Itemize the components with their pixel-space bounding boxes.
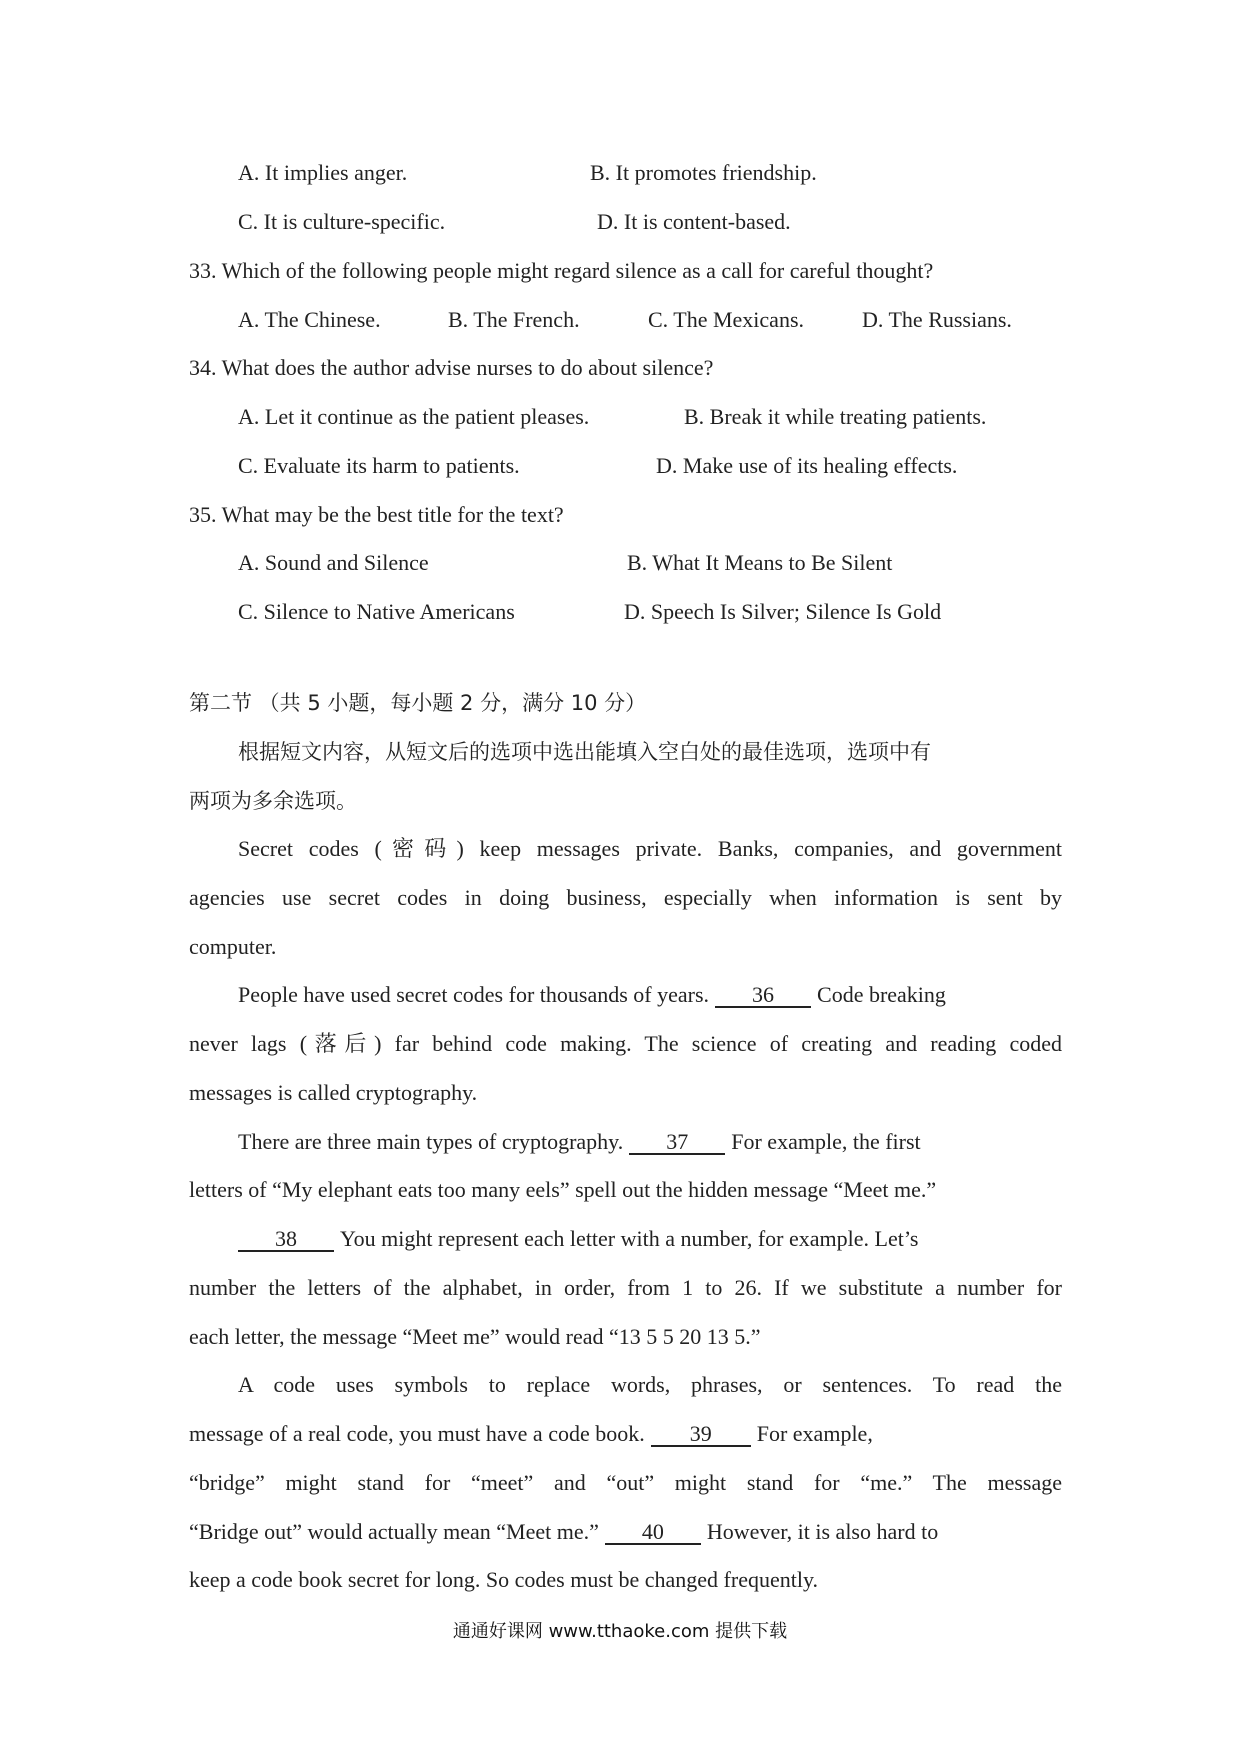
q35-option-b: B. What It Means to Be Silent	[627, 550, 893, 575]
passage-p1-line-1: Secret codes (密码) keep messages private. Banks, companies, and government	[238, 836, 1062, 861]
q35-option-c: C. Silence to Native Americans	[238, 599, 515, 624]
q33-option-b: B. The French.	[448, 307, 580, 332]
page-footer: 通通好课网 www.tthaoke.com 提供下载	[452, 1621, 788, 1642]
q35-option-d: D. Speech Is Silver; Silence Is Gold	[624, 599, 942, 624]
passage-p1-line-3: computer.	[189, 934, 277, 959]
section-2-instruction-line-2: 两项为多余选项。	[189, 789, 357, 813]
passage-p3-line-2: letters of “My elephant eats too many eels” spell out the hidden message “Meet me.”	[189, 1177, 937, 1202]
blank-40: 40	[605, 1521, 701, 1545]
passage-p2-line-1-text-a: People have used secret codes for thousands of years.	[238, 982, 710, 1007]
passage-p2-line-1	[238, 980, 946, 1010]
section-2-heading: 第二节 （共 5 小题，每小题 2 分，满分 10 分）	[189, 691, 647, 715]
passage-p2-line-3: messages is called cryptography.	[189, 1080, 478, 1105]
q32-option-c: C. It is culture-specific.	[238, 209, 446, 234]
q32-option-b: B. It promotes friendship.	[590, 160, 817, 185]
passage-p2-line-2: never lags (落后) far behind code making. The science of creating and reading coded	[189, 1031, 1062, 1056]
passage-p4-line-3: each letter, the message “Meet me” would read “13 5 5 20 13 5.”	[189, 1324, 761, 1349]
q35-option-a: A. Sound and Silence	[238, 550, 429, 575]
q35-question: 35. What may be the best title for the text?	[189, 502, 564, 527]
passage-p5-line-4-text-a: “Bridge out” would actually mean “Meet me.”	[189, 1519, 599, 1544]
passage-p5-line-2-text-b: For example,	[756, 1421, 873, 1446]
q34-option-b: B. Break it while treating patients.	[684, 404, 987, 429]
passage-p5-line-4	[189, 1517, 938, 1547]
passage-p4-line-1	[238, 1224, 919, 1254]
blank-36: 36	[715, 984, 811, 1008]
passage-p5-line-4-text-b: However, it is also hard to	[706, 1519, 939, 1544]
passage-p3-line-1	[238, 1127, 921, 1157]
q34-option-c: C. Evaluate its harm to patients.	[238, 453, 520, 478]
blank-39: 39	[651, 1423, 751, 1447]
q33-option-c: C. The Mexicans.	[648, 307, 805, 332]
q33-option-d: D. The Russians.	[862, 307, 1012, 332]
q33-question: 33. Which of the following people might regard silence as a call for careful thought?	[189, 258, 934, 283]
blank-37: 37	[629, 1131, 725, 1155]
q33-option-a: A. The Chinese.	[238, 307, 381, 332]
section-2-instruction-line-1: 根据短文内容，从短文后的选项中选出能填入空白处的最佳选项，选项中有	[238, 740, 931, 764]
q34-question: 34. What does the author advise nurses to do about silence?	[189, 355, 714, 380]
blank-38: 38	[238, 1228, 334, 1252]
q34-option-d: D. Make use of its healing effects.	[656, 453, 958, 478]
passage-p2-line-1-text-b: Code breaking	[817, 982, 946, 1007]
passage-p5-line-2	[189, 1419, 873, 1449]
passage-p4-line-1-text-b: You might represent each letter with a number, for example. Let’s	[340, 1226, 919, 1251]
q32-option-d: D. It is content-based.	[597, 209, 791, 234]
passage-p3-line-1-text-b: For example, the first	[731, 1129, 921, 1154]
passage-p5-line-3: “bridge” might stand for “meet” and “out” might stand for “me.” The message	[189, 1470, 1062, 1495]
passage-p5-line-2-text-a: message of a real code, you must have a code book.	[189, 1421, 645, 1446]
passage-p5-line-1: A code uses symbols to replace words, phrases, or sentences. To read the	[238, 1372, 1062, 1397]
q32-option-a: A. It implies anger.	[238, 160, 408, 185]
passage-p3-line-1-text-a: There are three main types of cryptography.	[238, 1129, 624, 1154]
passage-p4-line-2: number the letters of the alphabet, in order, from 1 to 26. If we substitute a number for	[189, 1275, 1062, 1300]
passage-p1-line-2: agencies use secret codes in doing business, especially when information is sent by	[189, 885, 1062, 910]
q34-option-a: A. Let it continue as the patient pleases.	[238, 404, 590, 429]
passage-p5-line-5: keep a code book secret for long. So codes must be changed frequently.	[189, 1567, 819, 1592]
